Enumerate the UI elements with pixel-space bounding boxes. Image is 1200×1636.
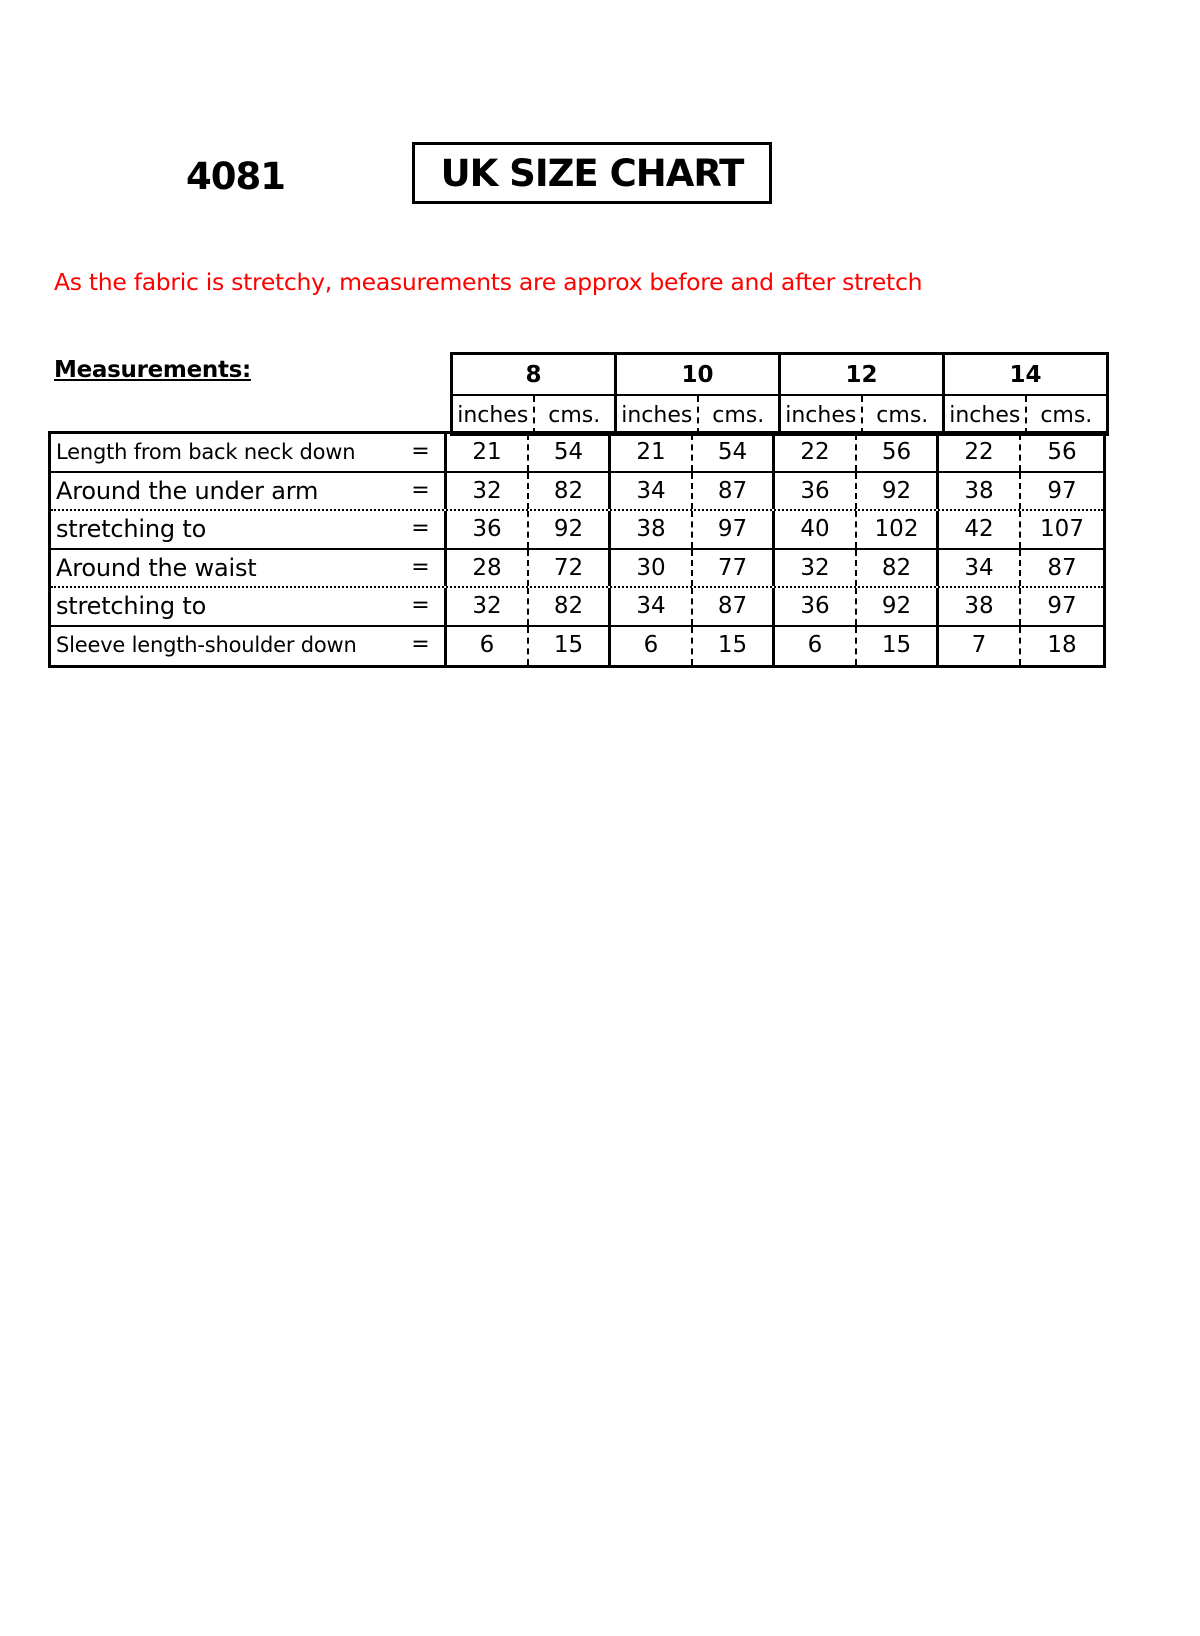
measurements-label: Measurements: bbox=[54, 357, 251, 383]
value-cell: 30 bbox=[611, 550, 693, 587]
size-header-table bbox=[450, 352, 1109, 436]
unit-cms: cms. bbox=[698, 395, 780, 435]
row-label: Sleeve length-shoulder down bbox=[56, 632, 357, 657]
size-header-10: 10 bbox=[616, 354, 780, 396]
size-header-12: 12 bbox=[780, 354, 944, 396]
value-cell: 38 bbox=[939, 473, 1021, 510]
value-cell: 6 bbox=[611, 627, 693, 666]
row-label: Around the waist bbox=[56, 553, 257, 582]
table-row bbox=[51, 473, 1103, 512]
page-title: UK SIZE CHART bbox=[412, 142, 772, 204]
row-label: stretching to bbox=[56, 592, 207, 620]
value-cell: 92 bbox=[857, 588, 939, 625]
value-cell: 56 bbox=[1047, 439, 1077, 465]
value-cell: 18 bbox=[1047, 631, 1077, 658]
value-cell: 92 bbox=[529, 511, 611, 548]
value-cell: 107 bbox=[1040, 516, 1084, 542]
value-cell: 54 bbox=[693, 434, 775, 471]
value-cell: 15 bbox=[693, 627, 775, 666]
measurement-rows bbox=[48, 431, 1106, 668]
value-cell: 32 bbox=[775, 550, 857, 587]
value-cell: 97 bbox=[1047, 477, 1077, 504]
value-cell: 22 bbox=[939, 434, 1021, 471]
table-row bbox=[51, 588, 1103, 627]
unit-cms: cms. bbox=[534, 395, 616, 435]
value-cell: 54 bbox=[529, 434, 611, 471]
value-cell: 36 bbox=[775, 473, 857, 510]
value-cell: 97 bbox=[1047, 593, 1077, 619]
row-equals: = bbox=[397, 550, 447, 587]
unit-inches: inches bbox=[780, 395, 862, 435]
value-cell: 22 bbox=[775, 434, 857, 471]
row-label: stretching to bbox=[56, 515, 207, 543]
row-equals: = bbox=[397, 511, 447, 548]
value-cell: 38 bbox=[939, 588, 1021, 625]
unit-cms: cms. bbox=[1026, 395, 1108, 435]
value-cell: 92 bbox=[857, 473, 939, 510]
value-cell: 82 bbox=[857, 550, 939, 587]
table-row bbox=[51, 511, 1103, 550]
table-row bbox=[51, 434, 1103, 473]
stretch-note: As the fabric is stretchy, measurements are approx before and after stretch bbox=[54, 268, 923, 296]
value-cell: 34 bbox=[611, 588, 693, 625]
value-cell: 21 bbox=[611, 434, 693, 471]
value-cell: 36 bbox=[775, 588, 857, 625]
value-cell: 87 bbox=[693, 473, 775, 510]
value-cell: 82 bbox=[529, 473, 611, 510]
value-cell: 34 bbox=[611, 473, 693, 510]
row-label: Length from back neck down bbox=[56, 440, 356, 464]
value-cell: 87 bbox=[693, 588, 775, 625]
unit-inches: inches bbox=[616, 395, 698, 435]
value-cell: 42 bbox=[939, 511, 1021, 548]
table-row bbox=[51, 627, 1103, 666]
row-equals: = bbox=[397, 434, 447, 471]
value-cell: 28 bbox=[447, 550, 529, 587]
size-header-8: 8 bbox=[452, 354, 616, 396]
size-header-14: 14 bbox=[944, 354, 1108, 396]
value-cell: 15 bbox=[857, 627, 939, 666]
unit-inches: inches bbox=[944, 395, 1026, 435]
value-cell: 40 bbox=[775, 511, 857, 548]
value-cell: 32 bbox=[447, 473, 529, 510]
value-cell: 34 bbox=[939, 550, 1021, 587]
style-code: 4081 bbox=[186, 155, 285, 198]
value-cell: 87 bbox=[1047, 554, 1077, 581]
unit-inches: inches bbox=[452, 395, 534, 435]
value-cell: 15 bbox=[529, 627, 611, 666]
value-cell: 21 bbox=[447, 434, 529, 471]
table-row bbox=[51, 550, 1103, 589]
value-cell: 56 bbox=[857, 434, 939, 471]
value-cell: 77 bbox=[693, 550, 775, 587]
value-cell: 6 bbox=[775, 627, 857, 666]
value-cell: 82 bbox=[529, 588, 611, 625]
value-cell: 102 bbox=[857, 511, 939, 548]
value-cell: 32 bbox=[447, 588, 529, 625]
value-cell: 97 bbox=[693, 511, 775, 548]
row-equals: = bbox=[397, 588, 447, 625]
value-cell: 6 bbox=[447, 627, 529, 666]
value-cell: 7 bbox=[939, 627, 1021, 666]
row-equals: = bbox=[397, 627, 447, 666]
row-label: Around the under arm bbox=[56, 476, 319, 505]
value-cell: 72 bbox=[529, 550, 611, 587]
unit-cms: cms. bbox=[862, 395, 944, 435]
value-cell: 36 bbox=[447, 511, 529, 548]
value-cell: 38 bbox=[611, 511, 693, 548]
row-equals: = bbox=[397, 473, 447, 510]
